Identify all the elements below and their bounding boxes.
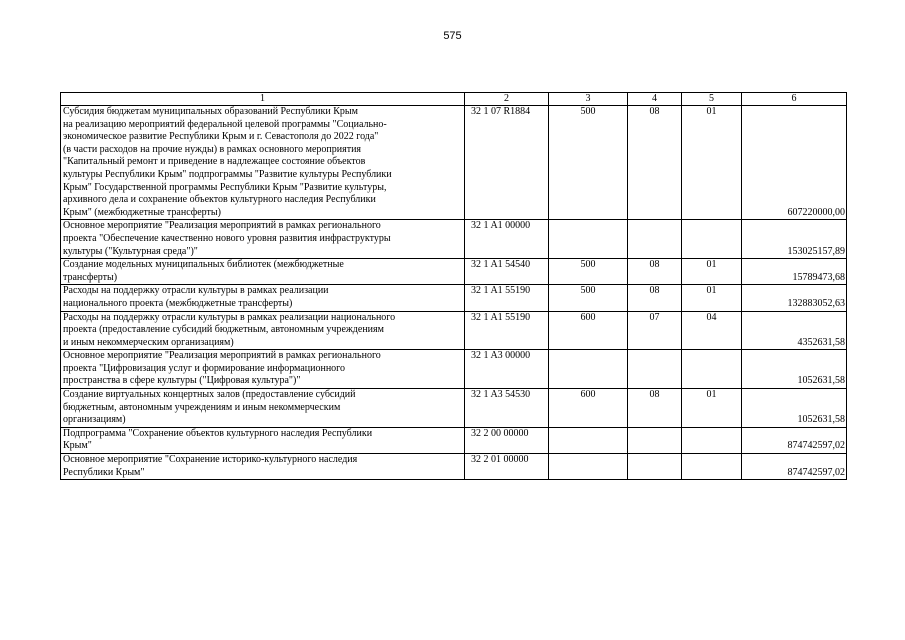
row-col5-cell: 04	[682, 311, 742, 350]
table-row	[61, 220, 847, 259]
row-name-cell: Создание виртуальных концертных залов (предоставление субсидий бюджетным, автономным учреждениям и иным некоммерческим организациям)	[61, 389, 465, 428]
row-amount-cell: 874742597,02	[742, 427, 847, 453]
header-cell: 6	[742, 93, 847, 106]
table-row	[61, 389, 847, 428]
row-code-cell: 32 1 A1 00000	[465, 220, 549, 259]
row-amount-cell: 153025157,89	[742, 220, 847, 259]
row-col4-cell: 08	[628, 285, 682, 311]
row-col3-cell: 500	[549, 106, 628, 220]
row-code-cell: 32 1 07 R1884	[465, 106, 549, 220]
row-col5-cell	[682, 350, 742, 389]
row-col5-cell	[682, 454, 742, 480]
row-name-cell: Субсидия бюджетам муниципальных образований Республики Крым на реализацию мероприятий федеральной целевой программы "Социально- экономическое развитие Республики Крым и г. Севастополя до 2022 года" (в части расходов на прочие нужды) в рамках основного мероприятия "Капитальный ремонт и приведение в надлежащее состояние объектов культуры Республики Крым" подпрограммы "Развитие культуры Республики Крым" Государственной программы Республики Крым "Развитие культуры, архивного дела и сохранение объектов культурного наследия Республики Крым" (межбюджетные трансферты)	[61, 106, 465, 220]
header-cell: 4	[628, 93, 682, 106]
row-col5-cell: 01	[682, 259, 742, 285]
row-amount-cell: 874742597,02	[742, 454, 847, 480]
row-col3-cell	[549, 350, 628, 389]
row-name-cell: Подпрограмма "Сохранение объектов культурного наследия Республики Крым"	[61, 427, 465, 453]
header-cell: 5	[682, 93, 742, 106]
row-code-cell: 32 1 A1 55190	[465, 285, 549, 311]
budget-table	[60, 92, 847, 480]
row-col4-cell: 08	[628, 259, 682, 285]
row-name-cell: Расходы на поддержку отрасли культуры в рамках реализации национального проекта (межбюджетные трансферты)	[61, 285, 465, 311]
row-col3-cell: 500	[549, 259, 628, 285]
row-col4-cell	[628, 350, 682, 389]
row-col4-cell: 07	[628, 311, 682, 350]
row-col4-cell	[628, 454, 682, 480]
row-col4-cell: 08	[628, 106, 682, 220]
table-row	[61, 311, 847, 350]
row-col5-cell	[682, 220, 742, 259]
header-cell: 3	[549, 93, 628, 106]
row-col3-cell: 600	[549, 311, 628, 350]
row-name-cell: Создание модельных муниципальных библиотек (межбюджетные трансферты)	[61, 259, 465, 285]
row-col4-cell	[628, 220, 682, 259]
table-row	[61, 454, 847, 480]
row-name-cell: Расходы на поддержку отрасли культуры в рамках реализации национального проекта (предоставление субсидий бюджетным, автономным учреждениям и иным некоммерческим организациям)	[61, 311, 465, 350]
row-code-cell: 32 1 A1 55190	[465, 311, 549, 350]
row-code-cell: 32 1 A3 00000	[465, 350, 549, 389]
row-col5-cell: 01	[682, 389, 742, 428]
row-col3-cell: 500	[549, 285, 628, 311]
row-code-cell: 32 2 01 00000	[465, 454, 549, 480]
row-code-cell: 32 2 00 00000	[465, 427, 549, 453]
table-body	[61, 93, 847, 480]
row-amount-cell: 132883052,63	[742, 285, 847, 311]
table-row	[61, 285, 847, 311]
row-col5-cell	[682, 427, 742, 453]
page-number: 575	[443, 30, 462, 42]
row-amount-cell: 607220000,00	[742, 106, 847, 220]
row-col3-cell: 600	[549, 389, 628, 428]
row-code-cell: 32 1 A1 54540	[465, 259, 549, 285]
row-name-cell: Основное мероприятие "Реализация мероприятий в рамках регионального проекта "Обеспечение качественно нового уровня развития инфраструктуры культуры ("Культурная среда")"	[61, 220, 465, 259]
row-col3-cell	[549, 454, 628, 480]
row-col5-cell: 01	[682, 106, 742, 220]
row-col3-cell	[549, 427, 628, 453]
table-row	[61, 259, 847, 285]
table-row	[61, 350, 847, 389]
row-amount-cell: 4352631,58	[742, 311, 847, 350]
row-amount-cell: 1052631,58	[742, 350, 847, 389]
row-amount-cell: 1052631,58	[742, 389, 847, 428]
table-row	[61, 427, 847, 453]
header-cell: 2	[465, 93, 549, 106]
row-col4-cell	[628, 427, 682, 453]
row-col4-cell: 08	[628, 389, 682, 428]
row-amount-cell: 15789473,68	[742, 259, 847, 285]
header-cell: 1	[61, 93, 465, 106]
row-name-cell: Основное мероприятие "Реализация мероприятий в рамках регионального проекта "Цифровизация услуг и формирование информационного пространства в сфере культуры ("Цифровая культура")"	[61, 350, 465, 389]
row-code-cell: 32 1 A3 54530	[465, 389, 549, 428]
table-header-row	[61, 93, 847, 106]
row-col5-cell: 01	[682, 285, 742, 311]
table-row	[61, 106, 847, 220]
row-col3-cell	[549, 220, 628, 259]
row-name-cell: Основное мероприятие "Сохранение историко-культурного наследия Республики Крым"	[61, 454, 465, 480]
